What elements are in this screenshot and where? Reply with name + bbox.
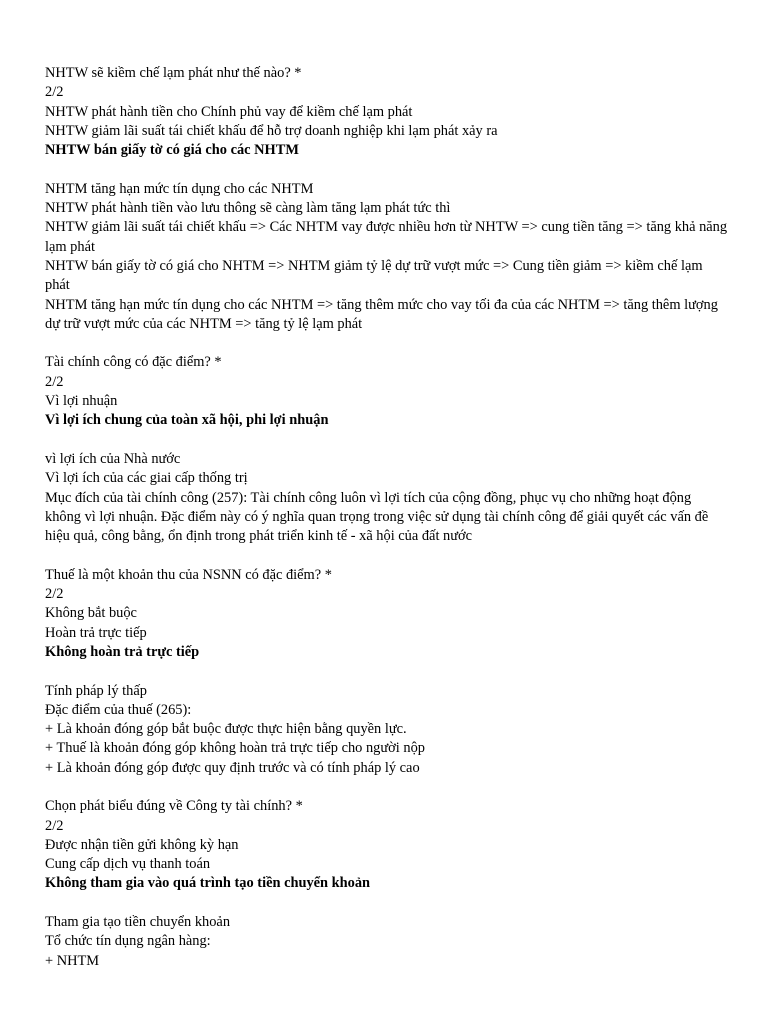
- explanation-line: + Thuế là khoản đóng góp không hoàn trả trực tiếp cho người nộp: [45, 740, 425, 757]
- score-text: 2/2: [45, 373, 64, 390]
- explanation-line: Mục đích của tài chính công (257): Tài chính công luôn vì lợi tích của cộng đồng, phục vụ cho những hoạt động không vì lợi nhuận. Đặc điểm này có ý nghĩa quan trọng trong việc sử dụng tài chính công để giải quyết các vấn đề hiệu quả, công bằng, ổn định trong phát triển kinh tế - xã hội của đất nước: [45, 489, 709, 545]
- answer-option: Vì lợi nhuận: [45, 393, 118, 410]
- answer-option: Hoàn trả trực tiếp: [45, 624, 147, 641]
- correct-answer: NHTW bán giấy tờ có giá cho các NHTM: [45, 142, 299, 159]
- score-text: 2/2: [45, 586, 64, 603]
- question-text: Tài chính công có đặc điểm? *: [45, 354, 222, 371]
- question-text: Thuế là một khoản thu của NSNN có đặc điểm? *: [45, 566, 332, 583]
- explanation-line: + Là khoản đóng góp bắt buộc được thực hiện bằng quyền lực.: [45, 721, 407, 738]
- spacer: [45, 662, 730, 681]
- explanation-line: Đặc điểm của thuế (265):: [45, 701, 192, 718]
- score-text: 2/2: [45, 84, 64, 101]
- question-block: [45, 797, 730, 971]
- answer-option: vì lợi ích của Nhà nước: [45, 450, 181, 467]
- answer-option: Vì lợi ích của các giai cấp thống trị: [45, 470, 248, 487]
- question-block: [45, 64, 730, 334]
- answer-option: Tham gia tạo tiền chuyển khoản: [45, 914, 231, 931]
- answer-option: NHTW phát hành tiền cho Chính phủ vay để kiềm chế lạm phát: [45, 103, 413, 120]
- correct-answer: Không hoàn trả trực tiếp: [45, 643, 200, 660]
- question-text: Chọn phát biểu đúng về Công ty tài chính? *: [45, 798, 303, 815]
- explanation-line: + Là khoản đóng góp được quy định trước và có tính pháp lý cao: [45, 759, 420, 776]
- question-block: [45, 566, 730, 778]
- spacer: [45, 894, 730, 913]
- explanation-line: Tổ chức tín dụng ngân hàng:: [45, 933, 211, 950]
- explanation-line: + NHTM: [45, 952, 100, 969]
- question-text: NHTW sẽ kiềm chế lạm phát như thế nào? *: [45, 65, 302, 81]
- spacer: [45, 546, 730, 565]
- document-body: [45, 64, 730, 971]
- correct-answer: Không tham gia vào quá trình tạo tiền chuyển khoản: [45, 875, 371, 892]
- question-block: [45, 353, 730, 546]
- answer-option: NHTM tăng hạn mức tín dụng cho các NHTM: [45, 180, 314, 197]
- correct-answer: Vì lợi ích chung của toàn xã hội, phi lợi nhuận: [45, 412, 329, 429]
- spacer: [45, 431, 730, 450]
- explanation-line: NHTW bán giấy tờ có giá cho NHTM => NHTM giảm tỷ lệ dự trữ vượt mức => Cung tiền giảm => kiềm chế lạm phát: [45, 257, 703, 294]
- explanation-line: NHTM tăng hạn mức tín dụng cho các NHTM => tăng thêm mức cho vay tối đa của các NHTM => tăng thêm lượng dự trữ vượt mức của các NHTM => tăng tỷ lệ lạm phát: [45, 296, 718, 332]
- spacer: [45, 160, 730, 179]
- explanation-line: NHTW phát hành tiền vào lưu thông sẽ càng làm tăng lạm phát tức thì: [45, 200, 451, 217]
- spacer: [45, 778, 730, 797]
- explanation-line: NHTW giảm lãi suất tái chiết khấu => Các NHTM vay được nhiều hơn từ NHTW => cung tiền tăng => tăng khả năng lạm phát: [45, 219, 728, 255]
- answer-option: Cung cấp dịch vụ thanh toán: [45, 856, 211, 873]
- answer-option: Được nhận tiền gửi không kỳ hạn: [45, 836, 239, 853]
- answer-option: Tính pháp lý thấp: [45, 682, 147, 699]
- answer-option: NHTW giảm lãi suất tái chiết khấu để hỗ trợ doanh nghiệp khi lạm phát xảy ra: [45, 122, 498, 139]
- score-text: 2/2: [45, 817, 64, 834]
- spacer: [45, 334, 730, 353]
- answer-option: Không bắt buộc: [45, 605, 137, 622]
